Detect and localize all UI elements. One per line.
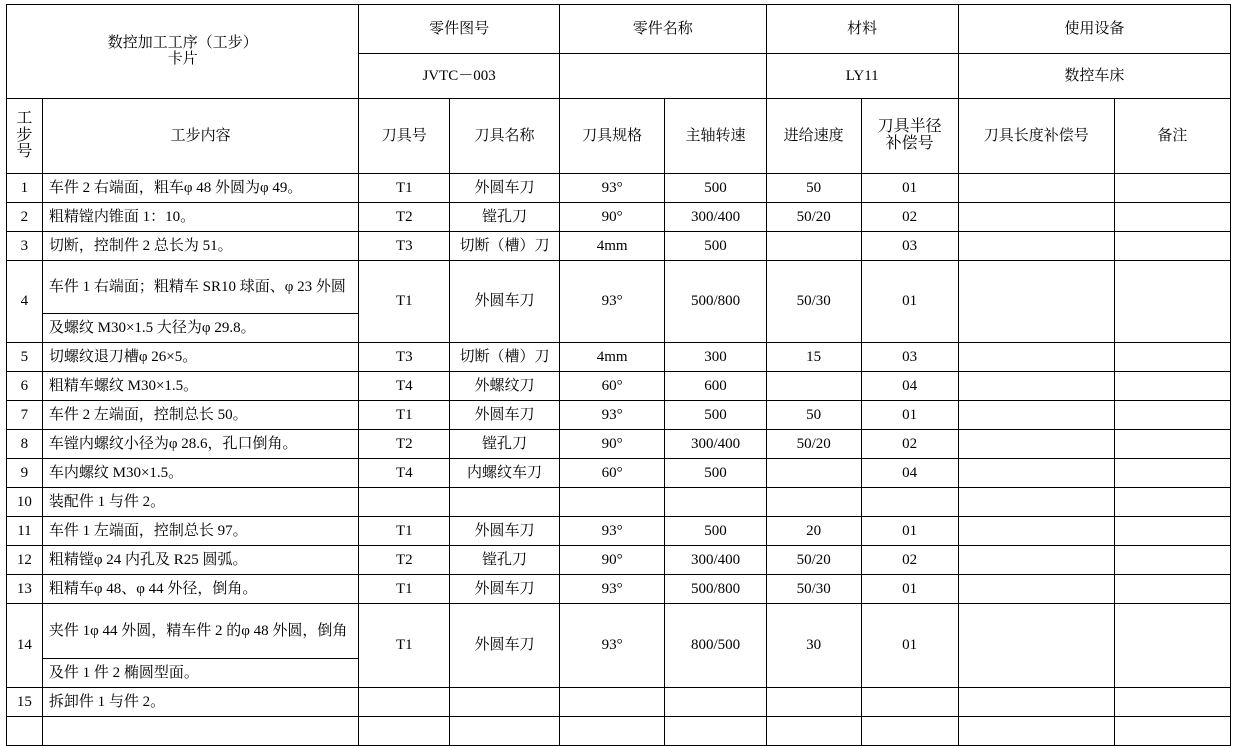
- cell-tool-no: T2: [359, 430, 450, 459]
- cell-tool-no: T1: [359, 575, 450, 604]
- cell-length-comp: [958, 174, 1114, 203]
- part-name-label: 零件名称: [559, 5, 766, 54]
- cell-length-comp: [958, 717, 1114, 746]
- col-spindle-speed: 主轴转速: [665, 99, 766, 174]
- col-length-comp: 刀具长度补偿号: [958, 99, 1114, 174]
- cell-tool-spec: [559, 488, 665, 517]
- cell-tool-no: T1: [359, 174, 450, 203]
- cell-tool-spec: 90°: [559, 203, 665, 232]
- cell-feed: 50/30: [766, 261, 861, 343]
- cell-spindle: 300/400: [665, 203, 766, 232]
- table-row: [7, 174, 1231, 203]
- col-step-no: 工 步 号: [7, 99, 43, 174]
- cell-tool-no: T1: [359, 604, 450, 688]
- table-row: [7, 517, 1231, 546]
- cell-step-no: [7, 717, 43, 746]
- cell-remark: [1114, 232, 1230, 261]
- cell-spindle: 500: [665, 401, 766, 430]
- cell-remark: [1114, 203, 1230, 232]
- cell-spindle: 600: [665, 372, 766, 401]
- cell-spindle: 500/800: [665, 261, 766, 343]
- material-label: 材料: [766, 5, 958, 54]
- cell-length-comp: [958, 203, 1114, 232]
- cell-radius-comp: 01: [861, 174, 958, 203]
- cell-remark: [1114, 372, 1230, 401]
- cell-remark: [1114, 688, 1230, 717]
- table-row: [7, 459, 1231, 488]
- cell-spindle: 300/400: [665, 430, 766, 459]
- cell-spindle: 500: [665, 174, 766, 203]
- cell-radius-comp: 03: [861, 232, 958, 261]
- cell-length-comp: [958, 232, 1114, 261]
- cell-content: 夹件 1φ 44 外圆，精车件 2 的φ 48 外圆，倒角: [42, 604, 359, 659]
- col-tool-no: 刀具号: [359, 99, 450, 174]
- col-tool-spec: 刀具规格: [559, 99, 665, 174]
- col-content: 工步内容: [42, 99, 359, 174]
- col-radius-comp: 刀具半径 补偿号: [861, 99, 958, 174]
- cell-tool-no: T1: [359, 517, 450, 546]
- table-row: [7, 401, 1231, 430]
- cell-radius-comp: [861, 717, 958, 746]
- cell-step-no: 9: [7, 459, 43, 488]
- cell-content-continued: 及螺纹 M30×1.5 大径为φ 29.8。: [42, 314, 359, 343]
- cell-tool-spec: [559, 688, 665, 717]
- cell-spindle: 800/500: [665, 604, 766, 688]
- table-row: [7, 343, 1231, 372]
- cell-content: 车镗内螺纹小径为φ 28.6，孔口倒角。: [42, 430, 359, 459]
- cell-step-no: 15: [7, 688, 43, 717]
- cell-remark: [1114, 575, 1230, 604]
- cell-feed: [766, 372, 861, 401]
- cell-tool-no: [359, 488, 450, 517]
- cell-radius-comp: [861, 488, 958, 517]
- cell-tool-spec: 93°: [559, 261, 665, 343]
- cell-tool-spec: 93°: [559, 575, 665, 604]
- cell-step-no: 12: [7, 546, 43, 575]
- cell-tool-name: 内螺纹车刀: [450, 459, 560, 488]
- cell-spindle: [665, 488, 766, 517]
- cell-spindle: 500/800: [665, 575, 766, 604]
- cell-remark: [1114, 343, 1230, 372]
- cell-length-comp: [958, 430, 1114, 459]
- cell-tool-name: 镗孔刀: [450, 203, 560, 232]
- cell-tool-name: 切断（槽）刀: [450, 232, 560, 261]
- cell-step-no: 4: [7, 261, 43, 343]
- cell-spindle: 300: [665, 343, 766, 372]
- cell-tool-no: T3: [359, 232, 450, 261]
- cell-tool-name: 镗孔刀: [450, 546, 560, 575]
- table-row: [7, 688, 1231, 717]
- cell-radius-comp: 02: [861, 430, 958, 459]
- cell-feed: 50: [766, 174, 861, 203]
- table-row: [7, 488, 1231, 517]
- cell-length-comp: [958, 688, 1114, 717]
- table-row: [7, 261, 1231, 314]
- cell-radius-comp: 01: [861, 401, 958, 430]
- cell-step-no: 14: [7, 604, 43, 688]
- cell-radius-comp: [861, 688, 958, 717]
- cell-content: 车件 1 右端面；粗精车 SR10 球面、φ 23 外圆: [42, 261, 359, 314]
- table-row: [7, 575, 1231, 604]
- cell-spindle: 500: [665, 232, 766, 261]
- cell-tool-spec: 4mm: [559, 343, 665, 372]
- cell-step-no: 5: [7, 343, 43, 372]
- cell-tool-no: T3: [359, 343, 450, 372]
- cell-tool-name: 外圆车刀: [450, 604, 560, 688]
- cell-radius-comp: 01: [861, 604, 958, 688]
- cell-length-comp: [958, 401, 1114, 430]
- cell-length-comp: [958, 261, 1114, 343]
- cell-radius-comp: 02: [861, 203, 958, 232]
- cell-remark: [1114, 401, 1230, 430]
- cell-tool-no: T1: [359, 261, 450, 343]
- cell-content: [42, 717, 359, 746]
- cell-content: 车件 1 左端面，控制总长 97。: [42, 517, 359, 546]
- cell-content: 车件 2 左端面，控制总长 50。: [42, 401, 359, 430]
- cell-length-comp: [958, 372, 1114, 401]
- cell-radius-comp: 04: [861, 372, 958, 401]
- cell-tool-spec: 60°: [559, 459, 665, 488]
- cell-content: 装配件 1 与件 2。: [42, 488, 359, 517]
- cell-remark: [1114, 517, 1230, 546]
- cell-remark: [1114, 174, 1230, 203]
- cell-tool-no: T2: [359, 546, 450, 575]
- cell-step-no: 3: [7, 232, 43, 261]
- card-title-line1: 数控加工工序（工步）: [107, 34, 258, 51]
- cell-feed: 50/30: [766, 575, 861, 604]
- cell-radius-comp: 01: [861, 575, 958, 604]
- cell-length-comp: [958, 604, 1114, 688]
- cell-tool-no: [359, 688, 450, 717]
- part-name-value: [559, 54, 766, 99]
- cell-tool-no: T1: [359, 401, 450, 430]
- cell-tool-spec: 60°: [559, 372, 665, 401]
- cell-feed: [766, 488, 861, 517]
- cell-tool-spec: 93°: [559, 517, 665, 546]
- cell-spindle: 300/400: [665, 546, 766, 575]
- cell-feed: 15: [766, 343, 861, 372]
- cell-tool-no: T4: [359, 372, 450, 401]
- cell-remark: [1114, 430, 1230, 459]
- cell-feed: 50/20: [766, 203, 861, 232]
- col-feed-rate: 进给速度: [766, 99, 861, 174]
- cell-spindle: [665, 688, 766, 717]
- cell-length-comp: [958, 575, 1114, 604]
- table-row: [7, 232, 1231, 261]
- cell-radius-comp: 03: [861, 343, 958, 372]
- cell-tool-name: 外螺纹刀: [450, 372, 560, 401]
- table-row: [7, 372, 1231, 401]
- table-row: [7, 203, 1231, 232]
- card-title-line2: 卡片: [167, 50, 198, 67]
- cell-tool-spec: 90°: [559, 546, 665, 575]
- cell-step-no: 2: [7, 203, 43, 232]
- cell-tool-name: 外圆车刀: [450, 261, 560, 343]
- cell-tool-name: 外圆车刀: [450, 575, 560, 604]
- cell-tool-name: 外圆车刀: [450, 517, 560, 546]
- table-row: [7, 604, 1231, 659]
- cell-remark: [1114, 459, 1230, 488]
- cell-feed: 20: [766, 517, 861, 546]
- cell-content: 粗精车φ 48、φ 44 外径，倒角。: [42, 575, 359, 604]
- cell-step-no: 7: [7, 401, 43, 430]
- cell-radius-comp: 04: [861, 459, 958, 488]
- cell-tool-name: [450, 688, 560, 717]
- cell-tool-no: T4: [359, 459, 450, 488]
- cell-content: 粗精镗φ 24 内孔及 R25 圆弧。: [42, 546, 359, 575]
- cell-feed: 50: [766, 401, 861, 430]
- material-value: LY11: [766, 54, 958, 99]
- cell-length-comp: [958, 459, 1114, 488]
- cell-step-no: 6: [7, 372, 43, 401]
- cell-tool-spec: 90°: [559, 430, 665, 459]
- cell-tool-name: 外圆车刀: [450, 401, 560, 430]
- cell-remark: [1114, 717, 1230, 746]
- cell-remark: [1114, 488, 1230, 517]
- cell-tool-name: 外圆车刀: [450, 174, 560, 203]
- cell-radius-comp: 02: [861, 546, 958, 575]
- cell-content: 车内螺纹 M30×1.5。: [42, 459, 359, 488]
- cell-tool-name: 切断（槽）刀: [450, 343, 560, 372]
- cell-spindle: [665, 717, 766, 746]
- cell-remark: [1114, 261, 1230, 343]
- cell-spindle: 500: [665, 459, 766, 488]
- cell-spindle: 500: [665, 517, 766, 546]
- cell-tool-spec: 93°: [559, 174, 665, 203]
- card-title-cell: [7, 5, 359, 99]
- cell-feed: [766, 717, 861, 746]
- table-row: [7, 430, 1231, 459]
- cell-feed: 50/20: [766, 546, 861, 575]
- cell-length-comp: [958, 343, 1114, 372]
- cell-content: 拆卸件 1 与件 2。: [42, 688, 359, 717]
- cell-content: 切螺纹退刀槽φ 26×5。: [42, 343, 359, 372]
- cell-content: 切断，控制件 2 总长为 51。: [42, 232, 359, 261]
- table-row-empty: [7, 717, 1231, 746]
- cell-step-no: 1: [7, 174, 43, 203]
- equipment-value: 数控车床: [958, 54, 1230, 99]
- cell-radius-comp: 01: [861, 261, 958, 343]
- cell-tool-spec: 4mm: [559, 232, 665, 261]
- cell-step-no: 10: [7, 488, 43, 517]
- process-card-sheet: [6, 4, 1231, 746]
- cell-length-comp: [958, 517, 1114, 546]
- cell-feed: [766, 232, 861, 261]
- part-drawing-no-label: 零件图号: [359, 5, 559, 54]
- cell-remark: [1114, 546, 1230, 575]
- cell-remark: [1114, 604, 1230, 688]
- cell-tool-name: [450, 488, 560, 517]
- table-row: [7, 546, 1231, 575]
- column-header-row: [7, 99, 1231, 174]
- header-labels-row: [7, 5, 1231, 54]
- process-card-table: [6, 4, 1231, 746]
- cell-content: 粗精镗内锥面 1：10。: [42, 203, 359, 232]
- cell-length-comp: [958, 546, 1114, 575]
- cell-tool-spec: [559, 717, 665, 746]
- cell-tool-no: [359, 717, 450, 746]
- cell-tool-spec: 93°: [559, 401, 665, 430]
- cell-tool-spec: 93°: [559, 604, 665, 688]
- cell-tool-name: 镗孔刀: [450, 430, 560, 459]
- equipment-label: 使用设备: [958, 5, 1230, 54]
- cell-radius-comp: 01: [861, 517, 958, 546]
- cell-step-no: 11: [7, 517, 43, 546]
- cell-tool-name: [450, 717, 560, 746]
- cell-content-continued: 及件 1 件 2 椭圆型面。: [42, 659, 359, 688]
- part-drawing-no-value: JVTC－003: [359, 54, 559, 99]
- cell-content: 车件 2 右端面，粗车φ 48 外圆为φ 49。: [42, 174, 359, 203]
- cell-step-no: 8: [7, 430, 43, 459]
- col-remark: 备注: [1114, 99, 1230, 174]
- cell-content: 粗精车螺纹 M30×1.5。: [42, 372, 359, 401]
- cell-tool-no: T2: [359, 203, 450, 232]
- cell-feed: [766, 459, 861, 488]
- cell-feed: 30: [766, 604, 861, 688]
- cell-feed: [766, 688, 861, 717]
- col-tool-name: 刀具名称: [450, 99, 560, 174]
- cell-length-comp: [958, 488, 1114, 517]
- cell-step-no: 13: [7, 575, 43, 604]
- cell-feed: 50/20: [766, 430, 861, 459]
